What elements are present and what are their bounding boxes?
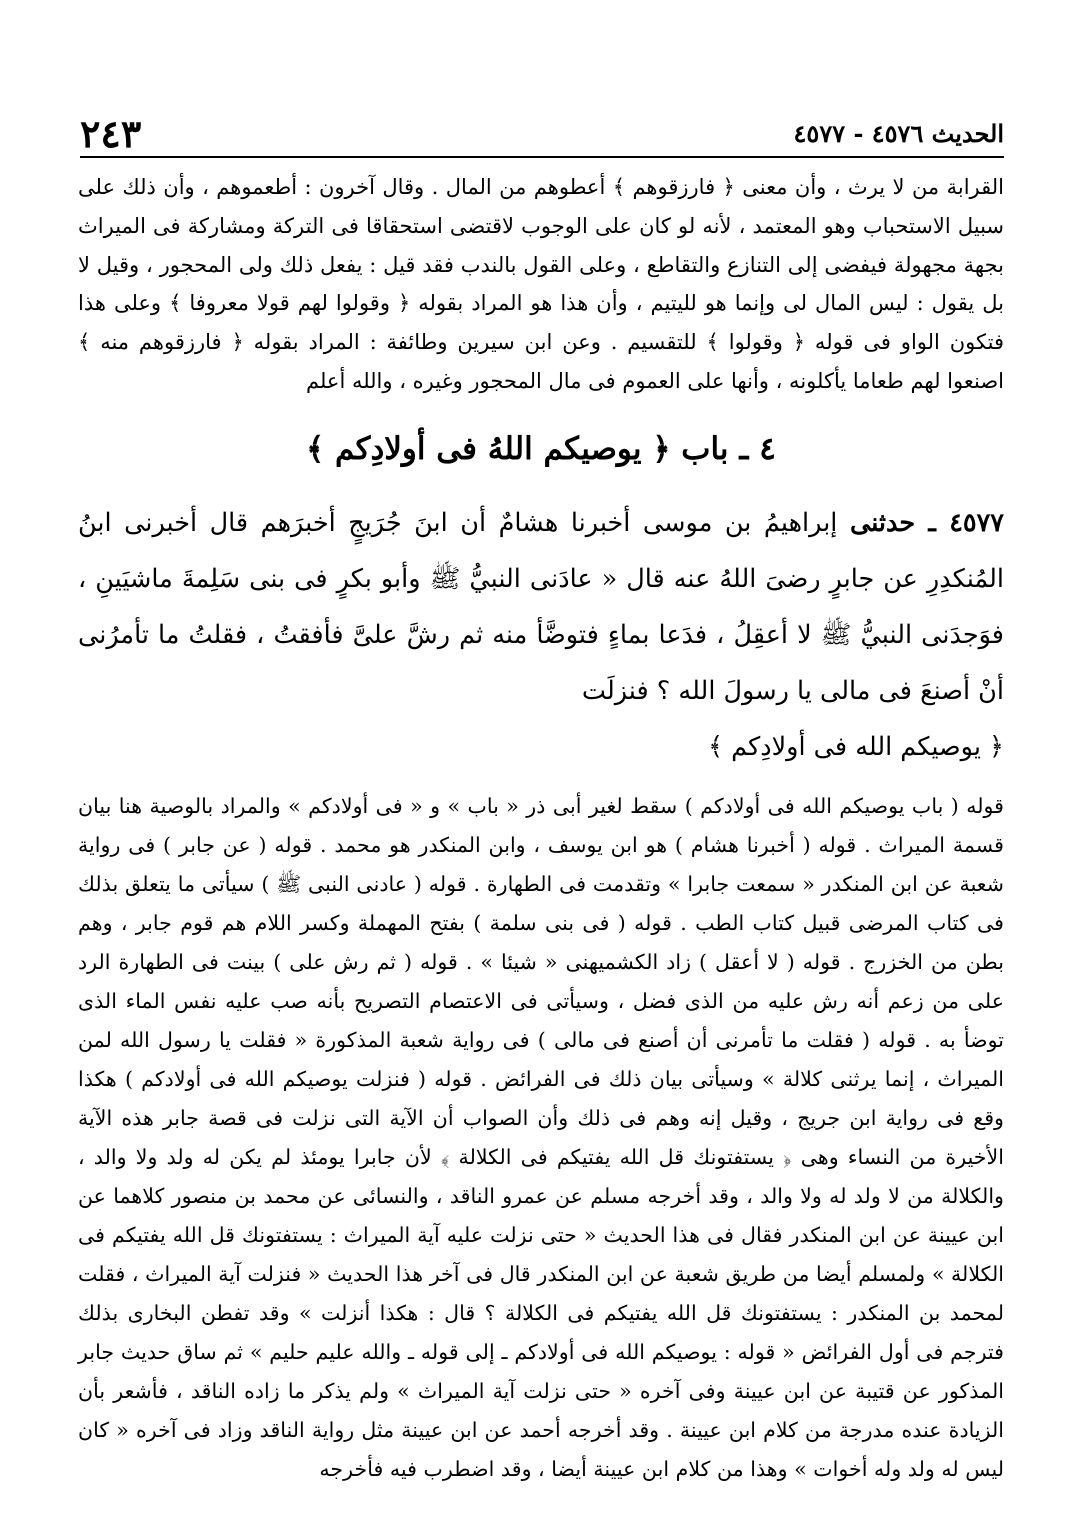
commentary-continuation: القرابة من لا يرث ، وأن معنى ﴿ فارزقوهم ﴾ أعطوهم من المال . وقال آخرون : أطعموهم ، وأن ذلك على سبيل الاستحباب وهو المعتمد ، لأنه لو كان على الوجوب لاقتضى استحقاقا فى التركة ومشاركة فى الميراث بجهة مجهولة فيفضى إلى التنازع والتقاطع ، وعلى القول بالندب فقد قيل : يفعل ذلك ولى المحجور ، وقيل لا بل يقول : ليس المال لى وإنما هو لليتيم ، وأن هذا هو المراد بقوله ﴿ وقولوا لهم قولا معروفا ﴾ وعلى هذا فتكون الواو فى قوله ﴿ وقولوا ﴾ للتقسيم . وعن ابن سيرين وطائفة : المراد بقوله ﴿ فارزقوهم منه ﴾ اصنعوا لهم طعاما يأكلونه ، وأنها على العموم فى مال المحجور وغيره ، والله أعلم (78, 175, 1004, 393)
page-header (80, 110, 1004, 158)
page-body (78, 168, 1004, 1489)
running-head: الحديث ٤٥٧٦ - ٤٥٧٧ (793, 118, 1004, 148)
hadith-number: ٤٥٧٧ ـ حدثنى (849, 507, 1005, 538)
chapter-heading: ٤ ـ باب ﴿ يوصيكم اللهُ فى أولادِكم ﴾ (306, 430, 776, 467)
hadith-body: إبراهيمُ بن موسى أخبرنا هشامٌ أن ابنَ جُرَيجٍ أخبرَهم قال أخبرنى ابنُ المُنكدِرِ عن جابرٍ رضىَ اللهُ عنه قال « عادَنى النبيُّ ﷺ وأبو بكرٍ فى بنى سَلِمةَ ماشيَينِ ، فوَجدَنى النبيُّ ﷺ لا أعقِلُ ، فدَعا بماءٍ فتوضَّأ منه ثم رشَّ علىَّ فأفقتُ ، فقلتُ ما تأمرُنى أنْ أصنعَ فى مالى يا رسولَ الله ؟ فنزلَت (78, 507, 1004, 706)
hadith-text (78, 495, 1004, 719)
page-number: ٢٤٣ (80, 110, 142, 156)
hadith-verse: ﴿ يوصيكم الله فى أولادِكم ﴾ (708, 731, 1004, 762)
commentary-text: قوله ( باب يوصيكم الله فى أولادكم ) سقط لغير أبى ذر « باب » و « فى أولادكم » والمراد بالوصية هنا بيان قسمة الميراث . قوله ( أخبرنا هشام ) هو ابن يوسف ، وابن المنكدر هو محمد . قوله ( عن جابر ) فى رواية شعبة عن ابن المنكدر « سمعت جابرا » وتقدمت فى الطهارة . قوله ( عادنى النبى ﷺ ) سيأتى ما يتعلق بذلك فى كتاب المرضى قبيل كتاب الطب . قوله ( فى بنى سلمة ) بفتح المهملة وكسر اللام هم قوم جابر ، وهم بطن من الخزرج . قوله ( لا أعقل ) زاد الكشميهنى « شيئا » . قوله ( ثم رش على ) بينت فى الطهارة الرد على من زعم أنه رش عليه من الذى فضل ، وسيأتى فى الاعتصام التصريح بأنه صب عليه نفس الماء الذى توضأ به . قوله ( فقلت ما تأمرنى أن أصنع فى مالى ) فى رواية شعبة المذكورة « فقلت يا رسول الله لمن الميراث ، إنما يرثنى كلالة » وسيأتى بيان ذلك فى الفرائض . قوله ( فنزلت يوصيكم الله فى أولادكم ) هكذا وقع فى رواية ابن جريج ، وقيل إنه وهم فى ذلك وأن الصواب أن الآية التى نزلت فى قصة جابر هذه الآية الأخيرة من النساء وهى ﴿ يستفتونك قل الله يفتيكم فى الكلالة ﴾ لأن جابرا يومئذ لم يكن له ولد ولا والد ، والكلالة من لا ولد له ولا والد ، وقد أخرجه مسلم عن عمرو الناقد ، والنسائى عن محمد بن منصور كلاهما عن ابن عيينة عن ابن المنكدر فقال فى هذا الحديث « حتى نزلت عليه آية الميراث : يستفتونك قل الله يفتيكم فى الكلالة » ولمسلم أيضا من طريق شعبة عن ابن المنكدر قال فى آخر هذا الحديث « فنزلت آية الميراث ، فقلت لمحمد بن المنكدر : يستفتونك قل الله يفتيكم فى الكلالة ؟ قال : هكذا أنزلت » وقد تفطن البخارى بذلك فترجم فى أول الفرائض « قوله : يوصيكم الله فى أولادكم ـ إلى قوله ـ والله عليم حليم » ثم ساق حديث جابر المذكور عن قتيبة عن ابن عيينة وفى آخره « حتى نزلت آية الميراث » ولم يذكر ما زاده الناقد ، فأشعر بأن الزيادة عنده مدرجة من كلام ابن عيينة . وقد أخرجه أحمد عن ابن عيينة مثل رواية الناقد وزاد فى آخره « كان ليس له ولد وله أخوات » وهذا من كلام ابن عيينة أيضا ، وقد اضطرب فيه فأخرجه (78, 793, 1004, 1481)
